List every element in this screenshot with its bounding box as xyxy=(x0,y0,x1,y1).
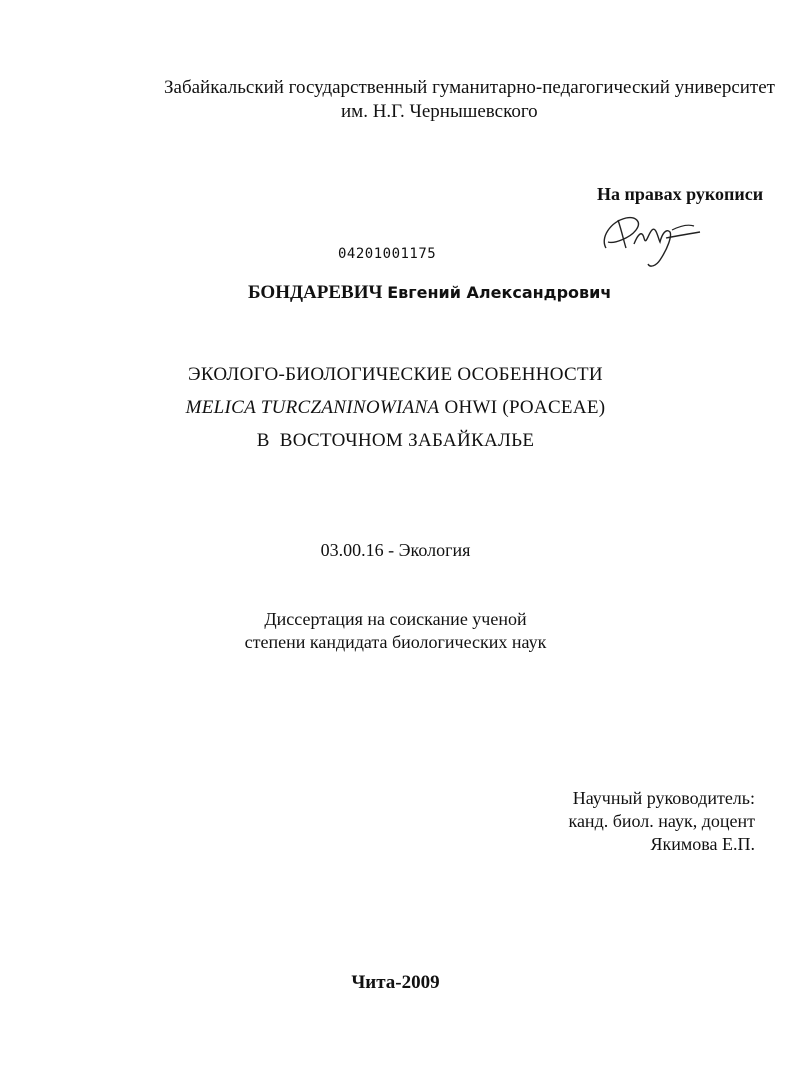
rights-note: На правах рукописи xyxy=(597,184,764,204)
specialty-code: 03.00.16 - Экология xyxy=(320,540,471,560)
handwritten-signature-icon xyxy=(596,208,704,270)
dissertation-title-line: ЭКОЛОГО-БИОЛОГИЧЕСКИЕ ОСОБЕННОСТИ xyxy=(188,364,603,385)
degree-purpose: Диссертация на соискание ученой xyxy=(264,609,527,629)
author-surname: БОНДАРЕВИЧ xyxy=(248,282,383,303)
author-given-names: Евгений Александрович xyxy=(387,283,612,302)
registration-number: 04201001175 xyxy=(338,246,437,262)
city-year: Чита-2009 xyxy=(351,972,440,993)
dissertation-title-line: В ВОСТОЧНОМ ЗАБАЙКАЛЬЕ xyxy=(256,430,535,451)
author-name xyxy=(248,282,611,304)
degree-purpose: степени кандидата биологических наук xyxy=(244,632,547,652)
species-name: MELICA TURCZANINOWIANA xyxy=(185,397,440,418)
advisor-label: Научный руководитель: xyxy=(572,788,755,808)
species-authority-family: OHWI (POACEAE) xyxy=(444,397,606,418)
dissertation-title-line xyxy=(0,397,791,419)
university-name: Забайкальский государственный гуманитарно-педагогический университет xyxy=(164,77,775,98)
university-honorific: им. Н.Г. Чернышевского xyxy=(341,101,538,122)
advisor-name: Якимова Е.П. xyxy=(650,834,755,854)
advisor-degree: канд. биол. наук, доцент xyxy=(568,811,755,831)
